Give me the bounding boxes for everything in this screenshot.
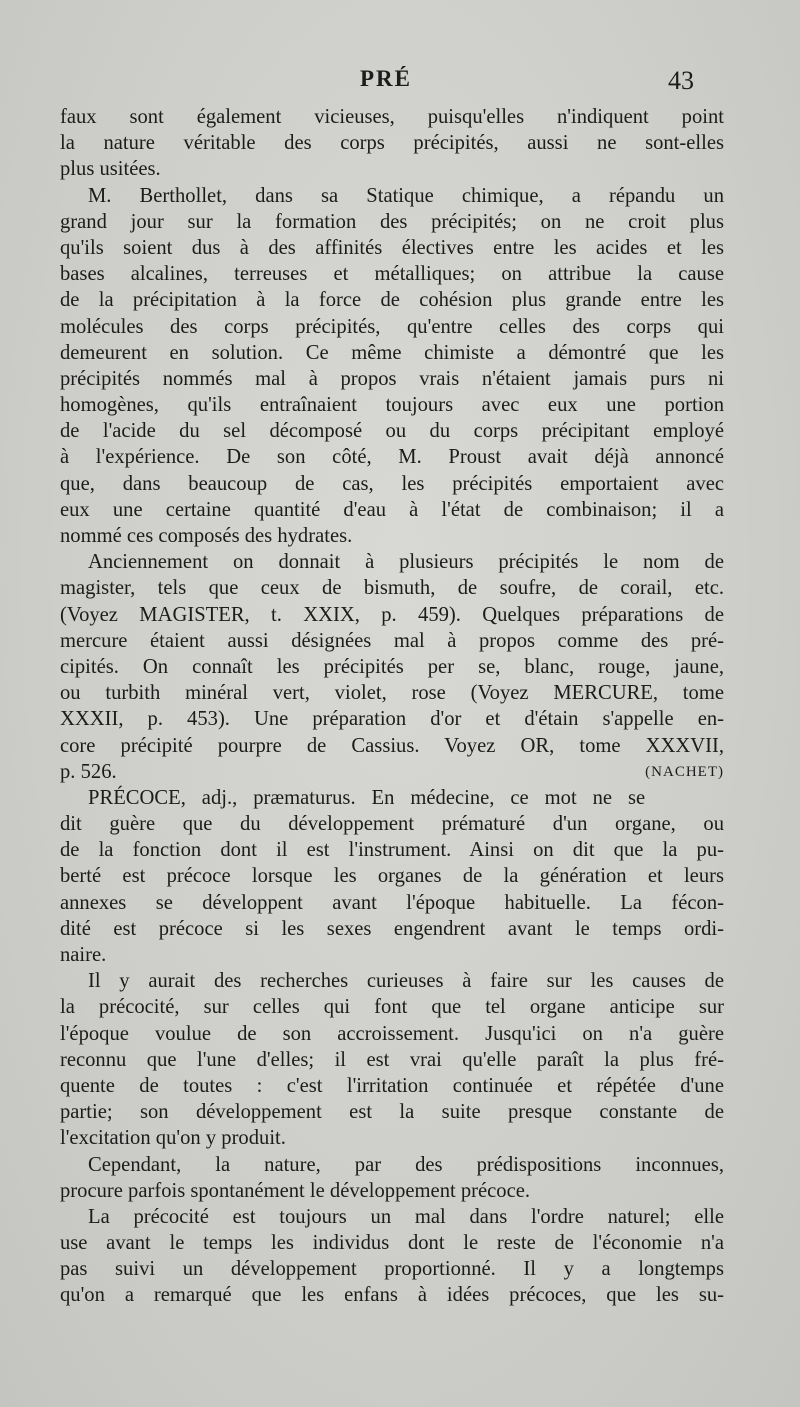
text-line: XXXII, p. 453). Une préparation d'or et d'étain s'appelle en- xyxy=(60,708,724,731)
text-line: demeurent en solution. Ce même chimiste a démontré que les xyxy=(60,341,724,364)
text-line: que, dans beaucoup de cas, les précipités emportaient avec xyxy=(60,472,724,495)
text-line: la précocité, sur celles qui font que tel organe anticipe sur xyxy=(60,996,724,1019)
text-line: plus usitées. xyxy=(60,158,161,181)
author-signature: (NACHET) xyxy=(645,763,724,780)
running-head: PRÉ xyxy=(360,66,412,91)
text-line: qu'ils soient dus à des affinités électives entre les acides et les xyxy=(60,236,724,259)
text-line: qu'on a remarqué que les enfans à idées précoces, que les su- xyxy=(60,1284,724,1307)
text-line: l'excitation qu'on y produit. xyxy=(60,1127,286,1150)
text-line: à l'expérience. De son côté, M. Proust avait déjà annoncé xyxy=(60,446,724,469)
text-line: ou turbith minéral vert, violet, rose (Voyez MERCURE, tome xyxy=(60,682,724,705)
text-line-with-signature xyxy=(60,759,724,785)
text-line: (Voyez MAGISTER, t. XXIX, p. 459). Quelques préparations de xyxy=(60,603,724,626)
text-line: faux sont également vicieuses, puisqu'elles n'indiquent point xyxy=(60,106,724,128)
text-line: pas suivi un développement proportionné. Il y a longtemps xyxy=(60,1258,724,1281)
text-line: naire. xyxy=(60,944,107,966)
text-line: magister, tels que ceux de bismuth, de soufre, de corail, etc. xyxy=(60,577,724,600)
text-line: homogènes, qu'ils entraînaient toujours avec eux une portion xyxy=(60,394,724,417)
text-line: cipités. On connaît les précipités per se, blanc, rouge, jaune, xyxy=(60,655,724,678)
text-line: mercure étaient aussi désignées mal à propos comme des pré- xyxy=(60,629,724,652)
text-line: molécules des corps précipités, qu'entre celles des corps qui xyxy=(60,315,724,338)
text-line: La précocité est toujours un mal dans l'ordre naturel; elle xyxy=(88,1205,724,1228)
text-line: annexes se développent avant l'époque habituelle. La fécon- xyxy=(60,891,724,914)
text-line: p. 526. xyxy=(60,760,117,783)
text-line: procure parfois spontanément le développement précoce. xyxy=(60,1179,531,1202)
text-line: Anciennement on donnait à plusieurs précipités le nom de xyxy=(88,551,724,574)
text-line: de la fonction dont il est l'instrument. Ainsi on dit que la pu- xyxy=(60,839,724,862)
text-line: use avant le temps les individus dont le reste de l'économie n'a xyxy=(60,1232,724,1255)
text-line: dité est précoce si les sexes engendrent avant le temps ordi- xyxy=(60,917,724,940)
page-number: 43 xyxy=(668,66,694,95)
text-line: M. Berthollet, dans sa Statique chimique, a répandu un xyxy=(88,184,724,207)
text-line: quente de toutes : c'est l'irritation continuée et répétée d'une xyxy=(60,1074,724,1097)
text-line: nommé ces composés des hydrates. xyxy=(60,525,353,547)
text-line: reconnu que l'une d'elles; il est vrai qu'elle paraît la plus fré- xyxy=(60,1048,724,1071)
text-line: core précipité pourpre de Cassius. Voyez OR, tome XXXVII, xyxy=(60,734,724,757)
text-line: Il y aurait des recherches curieuses à faire sur les causes de xyxy=(88,970,724,993)
text-line: l'époque voulue de son accroissement. Jusqu'ici on n'a guère xyxy=(60,1022,724,1045)
text-line: Cependant, la nature, par des prédispositions inconnues, xyxy=(88,1153,724,1176)
text-line: de l'acide du sel décomposé ou du corps précipitant employé xyxy=(60,420,724,443)
text-line: PRÉCOCE, adj., præmaturus. En médecine, ce mot ne se xyxy=(88,786,646,809)
text-line: bases alcalines, terreuses et métalliques; on attribue la cause xyxy=(60,263,724,286)
text-line: de la précipitation à la force de cohésion plus grande entre les xyxy=(60,289,724,312)
text-line: berté est précoce lorsque les organes de la génération et leurs xyxy=(60,865,724,888)
page-header xyxy=(0,66,800,100)
text-line: la nature véritable des corps précipités, aussi ne sont-elles xyxy=(60,132,724,155)
text-line: précipités nommés mal à propos vrais n'étaient jamais purs ni xyxy=(60,367,724,390)
text-line: eux une certaine quantité d'eau à l'état de combinaison; il a xyxy=(60,498,724,521)
text-line: partie; son développement est la suite presque constante de xyxy=(60,1101,724,1124)
text-line: grand jour sur la formation des précipités; on ne croit plus xyxy=(60,210,724,233)
text-line: dit guère que du développement prématuré d'un organe, ou xyxy=(60,813,724,836)
body-text xyxy=(60,104,724,1309)
